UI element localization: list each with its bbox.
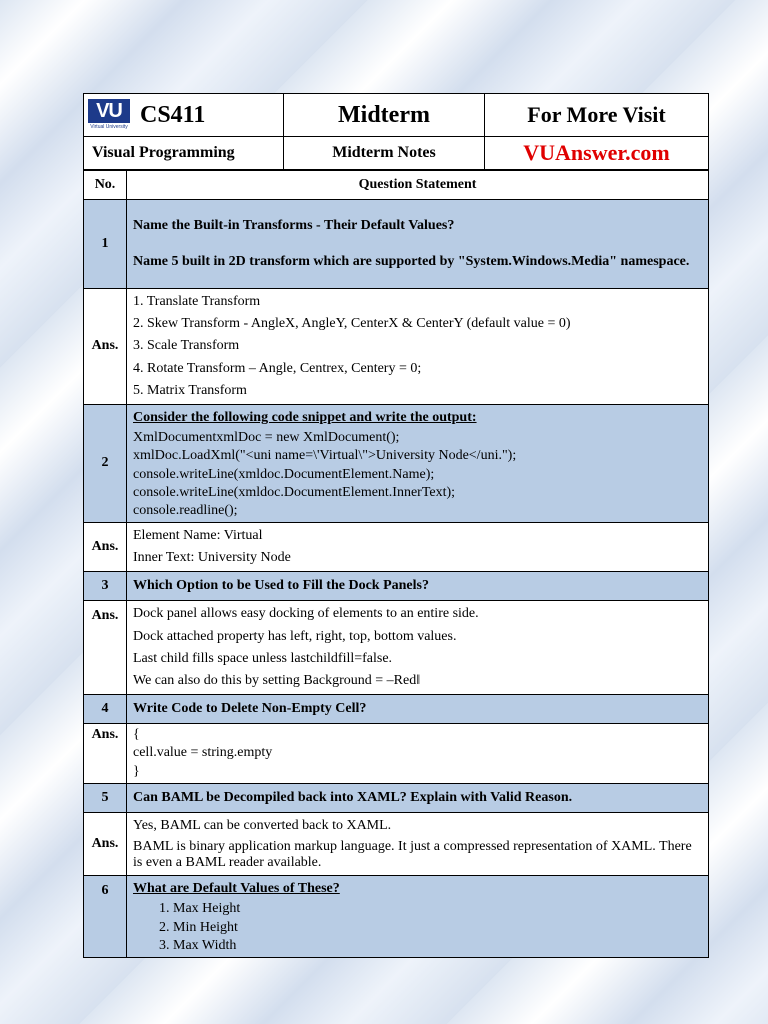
answer-text: { cell.value = string.empty } <box>127 724 709 784</box>
no-header: No. <box>84 171 127 200</box>
course-name: Visual Programming <box>84 137 284 170</box>
site-link[interactable]: VUAnswer.com <box>485 137 709 170</box>
answer-label: Ans. <box>84 289 127 405</box>
question-row <box>84 876 709 958</box>
question-text: Write Code to Delete Non-Empty Cell? <box>127 695 709 724</box>
questions-table <box>83 170 709 958</box>
answer-row <box>84 289 709 405</box>
question-row <box>84 404 709 522</box>
question-row <box>84 200 709 289</box>
question-row <box>84 783 709 812</box>
default-values-list <box>133 900 702 955</box>
answer-label: Ans. <box>84 724 127 784</box>
course-code-cell <box>84 94 284 137</box>
list-item: 1. Max Height <box>173 900 702 918</box>
answer-label: Ans. <box>84 523 127 572</box>
course-code: CS411 <box>140 101 206 128</box>
answer-row <box>84 601 709 695</box>
question-number: 1 <box>84 200 127 289</box>
answer-row <box>84 812 709 875</box>
question-number: 3 <box>84 572 127 601</box>
answer-text: 1. Translate Transform 2. Skew Transform - AngleX, AngleY, CenterX & CenterY (default value = 0) 3. Scale Transform 4. Rotate Transform – Angle, Centrex, Centery = 0; 5. Matrix Transform <box>127 289 709 405</box>
question-text: Which Option to be Used to Fill the Dock Panels? <box>127 572 709 601</box>
statement-header: Question Statement <box>127 171 709 200</box>
question-number: 5 <box>84 783 127 812</box>
list-item: 3. Max Width <box>173 937 702 955</box>
question-text: Name the Built-in Transforms - Their Default Values? Name 5 built in 2D transform which are supported by "System.Windows.Media" namespace. <box>127 200 709 289</box>
answer-row <box>84 523 709 572</box>
answer-text: Yes, BAML can be converted back to XAML. BAML is binary application markup language. It just a compressed representation of XAML. There is even a BAML reader available. <box>127 812 709 875</box>
list-item: 2. Min Height <box>173 919 702 937</box>
answer-row <box>84 724 709 784</box>
question-text: Consider the following code snippet and write the output: XmlDocumentxmlDoc = new XmlDocument(); xmlDoc.LoadXml("<uni name=\'Virtual\">University Node</uni."); console.writeLine(xmldoc.DocumentElement.Name); console.writeLine(xmldoc.DocumentElement.InnerText); console.readline(); <box>127 404 709 522</box>
answer-label: Ans. <box>84 812 127 875</box>
question-number: 2 <box>84 404 127 522</box>
exam-title: Midterm <box>284 94 485 137</box>
answer-label: Ans. <box>84 601 127 695</box>
university-logo: VU Virtual University <box>88 99 130 131</box>
notes-label: Midterm Notes <box>284 137 485 170</box>
question-number: 4 <box>84 695 127 724</box>
table-header-row <box>84 171 709 200</box>
question-row <box>84 572 709 601</box>
question-text: Can BAML be Decompiled back into XAML? Explain with Valid Reason. <box>127 783 709 812</box>
question-text: What are Default Values of These? 1. Max Height 2. Min Height 3. Max Width <box>127 876 709 958</box>
header-table <box>83 93 709 170</box>
question-row <box>84 695 709 724</box>
answer-text: Element Name: Virtual Inner Text: University Node <box>127 523 709 572</box>
question-number: 6 <box>84 876 127 958</box>
visit-label: For More Visit <box>485 94 709 137</box>
document-page <box>83 93 708 958</box>
answer-text: Dock panel allows easy docking of elements to an entire side. Dock attached property has left, right, top, bottom values. Last child fills space unless lastchildfill=false. We can also do this by setting Background = –Red‖ <box>127 601 709 695</box>
